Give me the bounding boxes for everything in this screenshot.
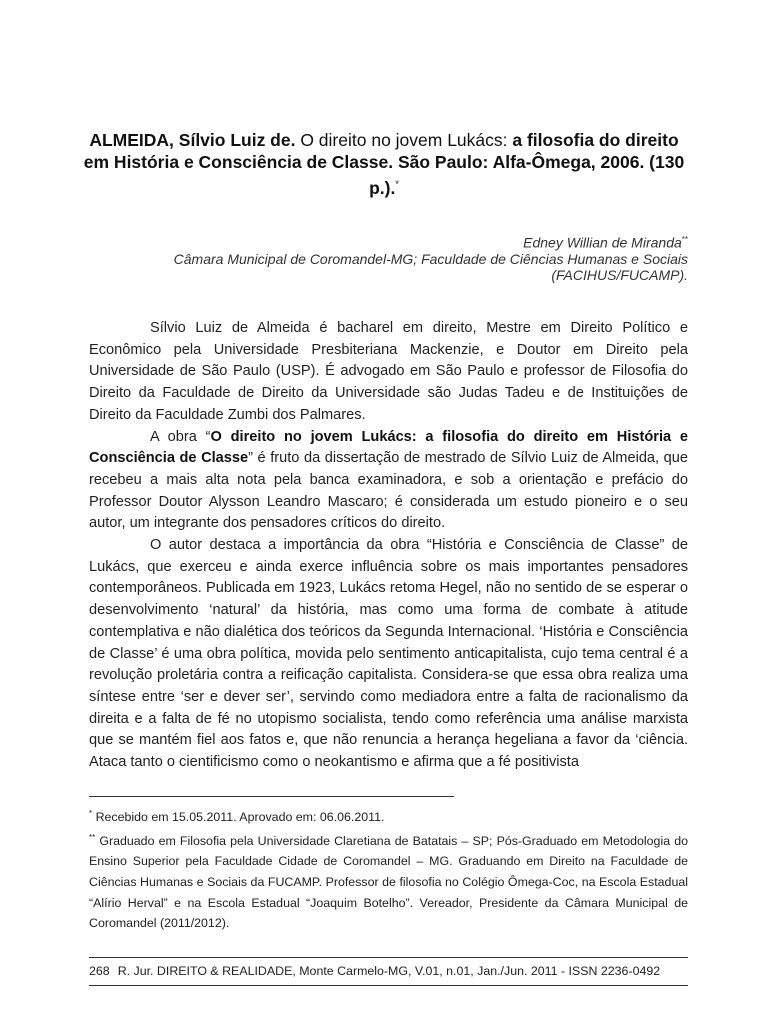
footnote-1-mark: * [89, 809, 93, 818]
book-title-emphasis: O direito no jovem Lukács: a filosofia do direito em História e Consciência de Classe [89, 428, 688, 467]
paragraph-2-lead: A obra “ [150, 428, 211, 445]
page-footer [89, 963, 688, 979]
reviewer-block [100, 232, 688, 283]
footnote-divider [89, 796, 454, 797]
paragraph-3: O autor destaca a importância da obra “História e Consciência de Classe” de Lukács, que exerceu e ainda exerce influência sobre os mais importantes pensadores contemporâneos. Publicada em 1923, Lukács retoma Hegel, não no sentido de se esperar o desenvolvimento ‘natural’ da história, mas como uma forma de combate à atitude contemplativa e não dialética dos teóricos da Segunda Internacional. ‘História e Consciência de Classe’ é uma obra política, movida pelo sentimento anticapitalista, cujo tema central é a revolução proletária contra a reificação capitalista. Considera-se que essa obra realiza uma síntese entre ‘ser e dever ser’, servindo como mediadora entre a falta de racionalismo da direita e a falta de fé no utopismo socialista, tendo como referência uma análise marxista que se mantém fiel aos fatos e, que não renuncia a herança hegeliana a favor da ‘ciência. Ataca tanto o cientificismo como o neokantismo e afirma que a fé positivista [89, 537, 688, 771]
title-subtitle: a filosofia do direito em História e Consciência de Classe. São Paulo: Alfa-Ômega, 2006. (130 p.). [83, 130, 685, 198]
footnote-1 [89, 804, 688, 828]
title-footnote-mark[interactable]: * [395, 179, 399, 189]
footnotes [89, 804, 688, 934]
journal-citation: R. Jur. DIREITO & REALIDADE, Monte Carmelo-MG, V.01, n.01, Jan./Jun. 2011 - ISSN 2236-0492 [117, 964, 661, 978]
reviewer-affiliation: Câmara Municipal de Coromandel-MG; Faculdade de Ciências Humanas e Sociais (FACIHUS/FUCAMP). [173, 250, 688, 283]
footnote-2-text: Graduado em Filosofia pela Universidade Claretiana de Batatais – SP; Pós-Graduado em Metodologia do Ensino Superior pela Faculdade Cidade de Coromandel – MG. Graduando em Direito na Faculdade de Ciências Humanas e Sociais da FUCAMP. Professor de filosofia no Colégio Ômega-Coc, na Escola Estadual “Alírio Herval” e na Escola Estadual “Joaquim Botelho”. Vereador, Presidente da Câmara Municipal de Coromandel (2011/2012). [89, 833, 688, 931]
footnote-2-mark: ** [89, 832, 96, 842]
footer-top-rule [89, 957, 688, 958]
reviewer-footnote-mark[interactable]: ** [681, 235, 688, 244]
footnote-1-text: Recebido em 15.05.2011. Aprovado em: 06.06.2011. [92, 810, 385, 825]
reviewer-name: Edney Willian de Miranda [523, 234, 682, 251]
review-body [89, 318, 688, 774]
paragraph-2-rest: ” é fruto da dissertação de mestrado de Sílvio Luiz de Almeida, que recebeu a mais alta nota pela banca examinadora, e sob a orientação e prefácio do Professor Doutor Alysson Leandro Mascaro; é considerada um estudo pioneiro e o seu autor, um integrante dos pensadores críticos do direito. [89, 450, 688, 532]
paragraph-2 [89, 427, 688, 536]
paragraph-1: Sílvio Luiz de Almeida é bacharel em direito, Mestre em Direito Político e Econômico pela Universidade Presbiteriana Mackenzie, e Doutor em Direito pela Universidade de São Paulo (USP). É advogado em São Paulo e professor de Filosofia do Direito da Faculdade de Direito da Universidade são Judas Tadeu e de Instituições de Direito da Faculdade Zumbi dos Palmares. [89, 320, 688, 423]
review-title [80, 129, 688, 199]
page-number: 268 [89, 964, 110, 978]
footer-bottom-rule [89, 985, 688, 986]
title-author: ALMEIDA, Sílvio Luiz de. [89, 130, 296, 150]
title-work: O direito no jovem Lukács: [295, 130, 513, 150]
footnote-2 [89, 828, 688, 934]
